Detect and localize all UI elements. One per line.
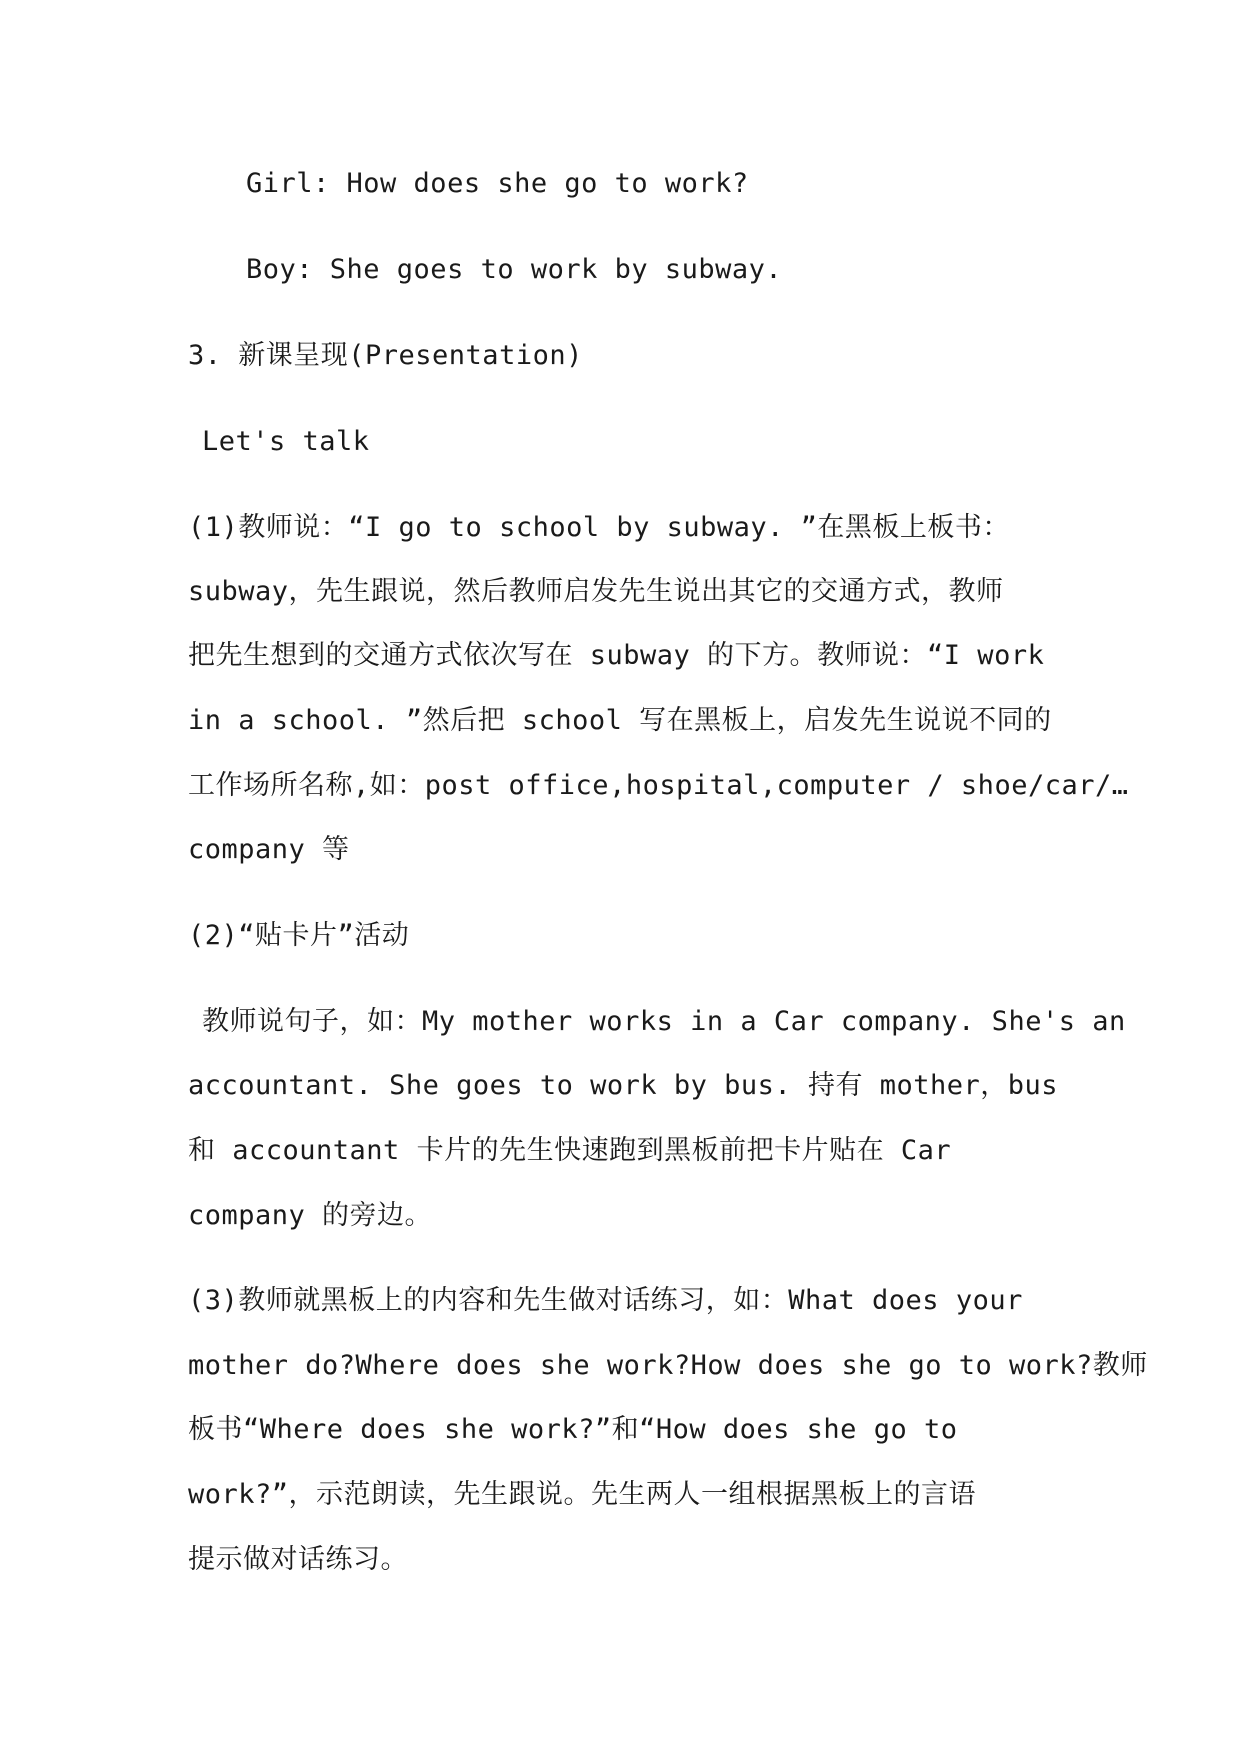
dialogue-line-girl: Girl: How does she go to work? — [246, 168, 749, 199]
paragraph-1-line-6: company 等 — [188, 834, 350, 865]
paragraph-3-line-3: 板书“Where does she work?”和“How does she go to — [188, 1414, 958, 1445]
section-heading-presentation: 3. 新课呈现(Presentation) — [188, 340, 583, 371]
paragraph-3-line-4: work?”，示范朗读，先生跟说。先生两人一组根据黑板上的言语 — [188, 1479, 977, 1510]
paragraph-1-line-5: 工作场所名称,如：post office,hospital,computer / shoe/car/… — [188, 770, 1129, 801]
paragraph-2-line-4: company 的旁边。 — [188, 1200, 433, 1231]
paragraph-1-line-4: in a school. ”然后把 school 写在黑板上，启发先生说说不同的 — [188, 705, 1052, 736]
paragraph-3-line-1: (3)教师就黑板上的内容和先生做对话练习，如：What does your — [188, 1285, 1023, 1316]
paragraph-1-line-3: 把先生想到的交通方式依次写在 subway 的下方。教师说：“I work — [188, 640, 1045, 671]
paragraph-1-line-1: (1)教师说：“I go to school by subway. ”在黑板上板书： — [188, 512, 1010, 543]
paragraph-3-line-5: 提示做对话练习。 — [188, 1544, 408, 1575]
activity-heading-cards: (2)“贴卡片”活动 — [188, 920, 410, 951]
paragraph-3-line-2: mother do?Where does she work?How does she go to work?教师 — [188, 1350, 1148, 1381]
paragraph-2-line-1: 教师说句子，如：My mother works in a Car company. She's an — [202, 1006, 1126, 1037]
subheading-lets-talk: Let's talk — [202, 426, 370, 457]
paragraph-1-line-2: subway，先生跟说，然后教师启发先生说出其它的交通方式，教师 — [188, 576, 1004, 607]
paragraph-2-line-2: accountant. She goes to work by bus. 持有 mother，bus — [188, 1070, 1059, 1101]
paragraph-2-line-3: 和 accountant 卡片的先生快速跑到黑板前把卡片贴在 Car — [188, 1135, 952, 1166]
dialogue-line-boy: Boy: She goes to work by subway. — [246, 254, 783, 285]
